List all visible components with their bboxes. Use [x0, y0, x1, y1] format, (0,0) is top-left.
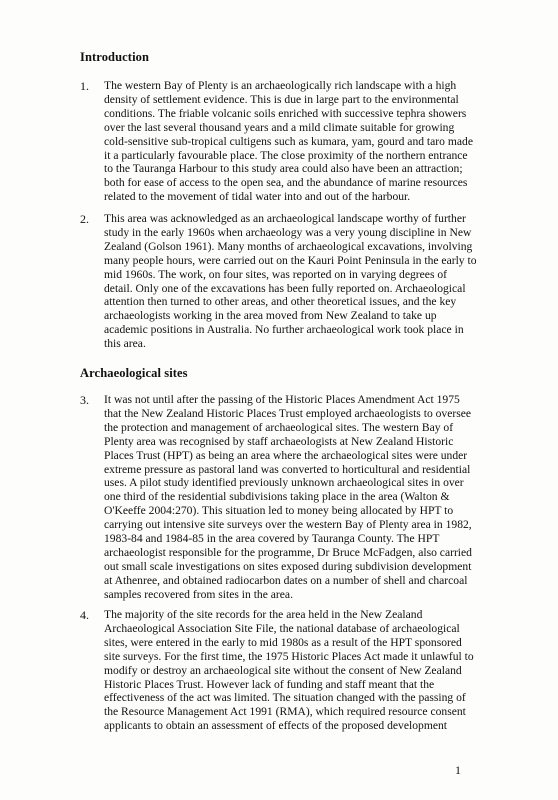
section-heading-archaeological-sites: Archaeological sites — [80, 366, 188, 380]
paragraph-text: The majority of the site records for the area held in the New Zealand Archaeological Association Site File, the national database of archaeological sites, were entered in the early to mid 1980s as a result of the HPT sponsored site surveys. For the first time, the 1975 Historic Places Act made it unlawful to modify or destroy an archaeological site without the consent of New Zealand Historic Places Trust. However lack of funding and staff meant that the effectiveness of the act was limited. The situation changed with the passing of the Resource Management Act 1991 (RMA), which required resource consent applicants to obtain an assessment of effects of the proposed development — [104, 608, 474, 733]
page-number: 1 — [455, 763, 461, 777]
paragraph-text: The western Bay of Plenty is an archaeologically rich landscape with a high density of settlement evidence. This is due in large part to the environmental conditions. The friable volcanic soils enriched with successive tephra showers over the last several thousand years and a mild climate suitable for growing cold-sensitive sub-tropical cultigens such as kumara, yam, gourd and taro made it a particularly favourable place. The close proximity of the northern entrance to the Tauranga Harbour to this study area could also have been an attraction; both for ease of access to the open sea, and the abundance of marine resources related to the movement of tidal water into and out of the harbour. — [104, 79, 473, 204]
paragraph-text: It was not until after the passing of the Historic Places Amendment Act 1975 that the New Zealand Historic Places Trust employed archaeologists to oversee the protection and management of archaeological sites. The western Bay of Plenty area was recognised by staff archaeologists at New Zealand Historic Places Trust (HPT) as being an area where the archaeological sites were under extreme pressure as pastoral land was converted to horticultural and residential uses. A pilot study identified previously unknown archaeological sites in over one third of the residential subdivisions taking place in the area (Walton & O'Keeffe 2004:270). This situation led to money being allocated by HPT to carrying out intensive site surveys over the western Bay of Plenty area in 1982, 1983-84 and 1984-85 in the area covered by Tauranga County. The HPT archaeologist responsible for the programme, Dr Bruce McFadgen, also carried out small scale investigations on sites exposed during subdivision development at Athenree, and obtained radiocarbon dates on a number of shell and charcoal samples recovered from sites in the area. — [104, 393, 472, 601]
paragraph-number: 4. — [80, 608, 89, 622]
section-heading-introduction: Introduction — [80, 50, 150, 64]
paragraph-number: 3. — [80, 393, 89, 407]
paragraph-number: 1. — [80, 79, 89, 93]
paragraph-text: This area was acknowledged as an archaeological landscape worthy of further study in the early 1960s when archaeology was a very young discipline in New Zealand (Golson 1961). Many months of archaeological excavations, involving many people hours, were carried out on the Kauri Point Peninsula in the early to mid 1960s. The work, on four sites, was reported on in varying degrees of detail. Only one of the excavations has been fully reported on. Archaeological attention then turned to other areas, and other theoretical issues, and the key archaeologists working in the area moved from New Zealand to take up academic positions in Australia. No further archaeological work took place in this area. — [104, 212, 477, 351]
paragraph-number: 2. — [80, 212, 89, 226]
